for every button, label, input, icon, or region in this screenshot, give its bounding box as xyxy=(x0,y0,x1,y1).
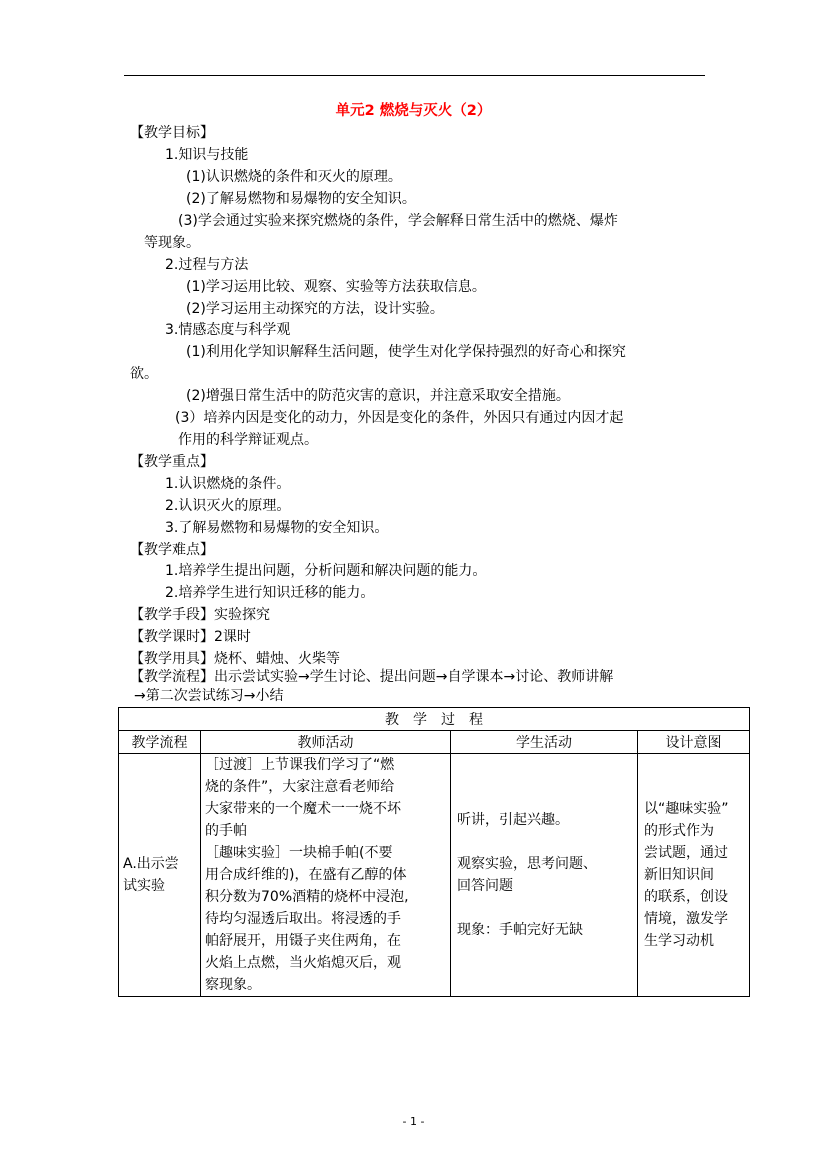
student-line: 回答问题 xyxy=(457,878,513,894)
teaching-flow: 【教学流程】出示尝试实验→学生讨论、提出问题→自学课本→讨论、教师讲解 xyxy=(130,669,614,685)
objective-line: 2.过程与方法 xyxy=(165,257,249,273)
table-header-row xyxy=(119,731,750,754)
objective-line: 等现象。 xyxy=(144,235,200,251)
page-title: 单元2 燃烧与灭火（2） xyxy=(335,103,492,119)
student-line: 观察实验，思考问题、 xyxy=(457,856,597,872)
teaching-process-table xyxy=(118,707,750,997)
table-caption-row xyxy=(119,708,750,731)
objective-line: 3.情感态度与科学观 xyxy=(165,322,291,338)
teacher-line: ［趣味实验］一块棉手帕(不要 xyxy=(205,845,393,861)
key-point-line: 2.认识灭火的原理。 xyxy=(165,498,291,514)
key-point-line: 3.了解易燃物和易爆物的安全知识。 xyxy=(165,520,389,536)
intent-line: 的联系，创设 xyxy=(644,889,728,905)
objective-line: (1)认识燃烧的条件和灭火的原理。 xyxy=(186,169,402,185)
intent-line: 情境，激发学 xyxy=(644,911,728,927)
objective-line: 作用的科学辩证观点。 xyxy=(178,432,318,448)
design-intent-cell xyxy=(638,754,750,997)
objective-line: (1)利用化学知识解释生活问题，使学生对化学保持强烈的好奇心和探究 xyxy=(186,344,626,360)
teaching-flow-continued: →第二次尝试练习→小结 xyxy=(134,688,284,704)
stage-cell xyxy=(119,754,201,997)
teacher-activity-cell xyxy=(201,754,451,997)
header-rule xyxy=(124,75,705,76)
objective-line: (3)学会通过实验来探究燃烧的条件，学会解释日常生活中的燃烧、爆炸 xyxy=(178,213,618,229)
teacher-line: 烧的条件”，大家注意看老师给 xyxy=(205,779,395,795)
student-line: 现象：手帕完好无缺 xyxy=(457,922,583,938)
objective-line: (2)学习运用主动探究的方法，设计实验。 xyxy=(186,301,444,317)
intent-line: 的形式作为 xyxy=(644,823,714,839)
stage-line: A.出示尝 xyxy=(123,856,179,872)
difficulty-line: 2.培养学生进行知识迁移的能力。 xyxy=(165,585,375,601)
column-header: 设计意图 xyxy=(638,731,750,754)
teacher-line: 待均匀湿透后取出。将浸透的手 xyxy=(205,911,401,927)
page-number: - 1 - xyxy=(402,1115,425,1128)
teacher-line: 用合成纤维的)，在盛有乙醇的体 xyxy=(205,867,407,883)
intent-line: 新旧知识间 xyxy=(644,867,714,883)
section-heading-difficulties: 【教学难点】 xyxy=(130,542,214,558)
column-header: 教师活动 xyxy=(201,731,451,754)
section-heading-objectives: 【教学目标】 xyxy=(130,125,214,141)
teaching-tools: 【教学用具】烧杯、蜡烛、火柴等 xyxy=(130,651,340,667)
teacher-line: 察现象。 xyxy=(205,977,261,993)
table-caption: 教 学 过 程 xyxy=(119,708,750,731)
intent-line: 生学习动机 xyxy=(644,933,714,949)
teacher-line: 积分数为70%酒精的烧杯中浸泡, xyxy=(205,889,409,905)
objective-line: 欲。 xyxy=(130,366,158,382)
objective-line: 1.知识与技能 xyxy=(165,147,249,163)
objective-line: (1)学习运用比较、观察、实验等方法获取信息。 xyxy=(186,279,486,295)
student-line: 听讲，引起兴趣。 xyxy=(457,812,569,828)
teacher-line: ［过渡］上节课我们学习了“燃 xyxy=(205,757,395,773)
key-point-line: 1.认识燃烧的条件。 xyxy=(165,476,291,492)
intent-line: 以“趣味实验” xyxy=(644,801,729,817)
teacher-line: 的手帕 xyxy=(205,823,247,839)
objective-line: (2)增强日常生活中的防范灾害的意识，并注意采取安全措施。 xyxy=(186,388,570,404)
teacher-line: 火焰上点燃，当火焰熄灭后，观 xyxy=(205,955,401,971)
teaching-hours: 【教学课时】2课时 xyxy=(130,629,251,645)
student-activity-cell xyxy=(451,754,638,997)
objective-line: (3）培养内因是变化的动力，外因是变化的条件，外因只有通过内因才起 xyxy=(175,410,624,426)
intent-line: 尝试题，通过 xyxy=(644,845,728,861)
teacher-line: 大家带来的一个魔术一一烧不坏 xyxy=(205,801,401,817)
objective-line: (2)了解易燃物和易爆物的安全知识。 xyxy=(186,191,416,207)
column-header: 教学流程 xyxy=(119,731,201,754)
stage-line: 试实验 xyxy=(123,878,165,894)
teacher-line: 帕舒展开，用镊子夹住两角，在 xyxy=(205,933,401,949)
column-header: 学生活动 xyxy=(451,731,638,754)
teaching-means: 【教学手段】实验探究 xyxy=(130,607,270,623)
difficulty-line: 1.培养学生提出问题，分析问题和解决问题的能力。 xyxy=(165,563,487,579)
section-heading-key-points: 【教学重点】 xyxy=(130,454,214,470)
table-row xyxy=(119,754,750,997)
